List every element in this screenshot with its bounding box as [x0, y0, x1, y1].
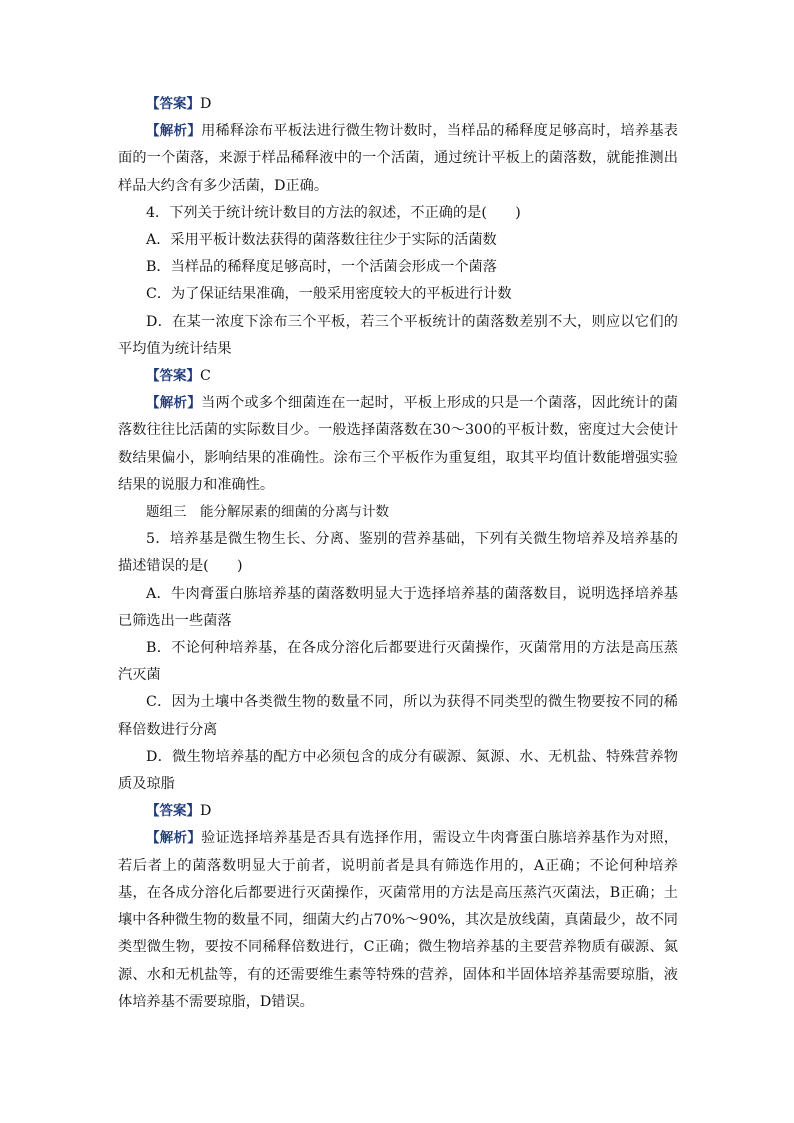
- option-c: C．为了保证结果准确，一般采用密度较大的平板进行计数: [146, 286, 512, 303]
- analysis-paragraph: [118, 825, 678, 1015]
- section-heading: 题组三 能分解尿素的细菌的分离与计数: [146, 504, 389, 521]
- question-stem: 5．培养基是微生物生长、分离、鉴别的营养基础，下列有关微生物培养及培养基的描述错误的是( ): [118, 531, 678, 575]
- answer-line: [118, 798, 678, 825]
- option-d: D．在某一浓度下涂布三个平板，若三个平板统计的菌落数差别不大，则应以它们的平均值为统计结果: [118, 313, 678, 357]
- answer-line: [118, 91, 678, 118]
- answer-label: 【答案】: [146, 96, 200, 112]
- analysis-label: 【解析】: [146, 395, 202, 412]
- option-a: A．牛肉膏蛋白胨培养基的菌落数明显大于选择培养基的菌落数目，说明选择培养基已筛选出一些菌落: [118, 585, 678, 629]
- answer-label: 【答案】: [146, 368, 200, 385]
- option-d: D．微生物培养基的配方中必须包含的成分有碳源、氮源、水、无机盐、特殊营养物质及琼脂: [118, 748, 678, 793]
- question-stem: 4．下列关于统计统计数目的方法的叙述，不正确的是( ): [146, 204, 521, 221]
- document-page: [118, 91, 678, 1016]
- analysis-text: 验证选择培养基是否具有选择作用，需设立牛肉膏蛋白胨培养基作为对照，若后者上的菌落数明显大于前者，说明前者是具有筛选作用的，A正确；不论何种培养基，在各成分溶化后都要进行灭菌操作，灭菌常用的方法是高压蒸汽灭菌法，B正确；土壤中各种微生物的数量不同，细菌大约占70%～90%，其次是放线菌，真菌最少，故不同类型微生物，要按不同稀释倍数进行，C正确；微生物培养基的主要营养物质有碳源、氮源、水和无机盐等，有的还需要维生素等特殊的营养，固体和半固体培养基需要琼脂，液体培养基不需要琼脂，D错误。: [118, 830, 678, 1010]
- option-b: B．不论何种培养基，在各成分溶化后都要进行灭菌操作，灭菌常用的方法是高压蒸汽灭菌: [118, 640, 678, 684]
- option-c: C．因为土壤中各类微生物的数量不同，所以为获得不同类型的微生物要按不同的稀释倍数进行分离: [118, 694, 678, 738]
- answer-value: D: [200, 96, 212, 112]
- answer-value: D: [200, 803, 212, 820]
- option-b: B．当样品的稀释度足够高时，一个活菌会形成一个菌落: [146, 259, 497, 276]
- analysis-paragraph: [118, 390, 678, 499]
- analysis-text: 当两个或多个细菌连在一起时，平板上形成的只是一个菌落，因此统计的菌落数往往比活菌的实际数目少。一般选择菌落数在30～300的平板计数，密度过大会使计数结果偏小，影响结果的准确性。涂布三个平板作为重复组，取其平均值计数能增强实验结果的说服力和准确性。: [118, 395, 678, 493]
- answer-line: [118, 363, 678, 390]
- option-a: A．采用平板计数法获得的菌落数往往少于实际的活菌数: [146, 232, 497, 249]
- analysis-label: 【解析】: [146, 830, 202, 847]
- answer-value: C: [200, 368, 211, 385]
- analysis-label: 【解析】: [146, 123, 202, 140]
- analysis-text: 用稀释涂布平板法进行微生物计数时，当样品的稀释度足够高时，培养基表面的一个菌落，来源于样品稀释液中的一个活菌，通过统计平板上的菌落数，就能推测出样品大约含有多少活菌，D正确。: [118, 123, 678, 194]
- answer-label: 【答案】: [146, 803, 200, 820]
- analysis-paragraph: [118, 118, 678, 200]
